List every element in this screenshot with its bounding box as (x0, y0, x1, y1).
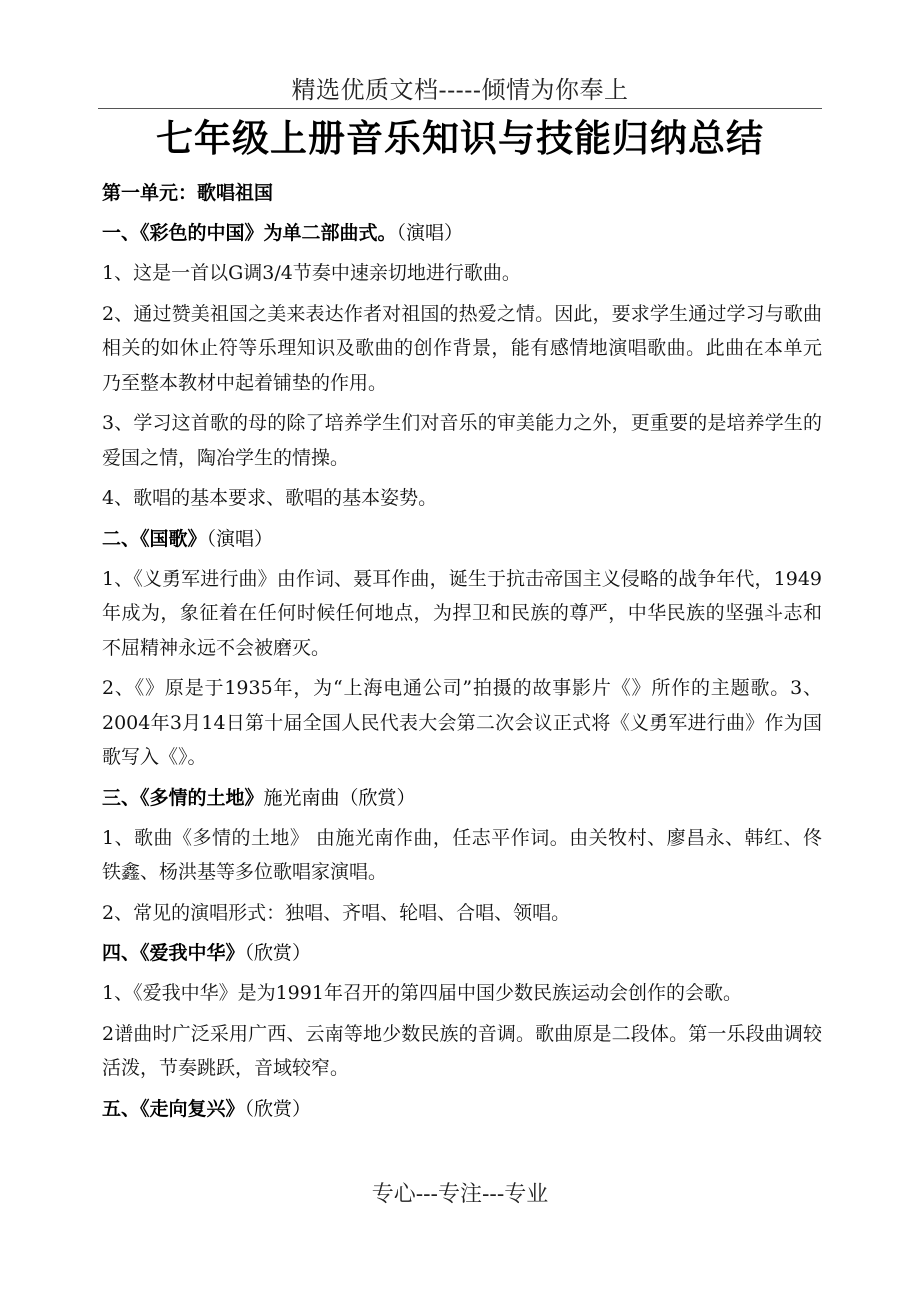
section-title: 四、《爱我中华》 (102, 942, 245, 964)
paragraph: 1、这是一首以G调3/4节奏中速亲切地进行歌曲。 (102, 262, 521, 284)
document-body (102, 176, 822, 1132)
section-title: 五、《走向复兴》 (102, 1097, 245, 1120)
paragraph: 1、歌曲《多情的土地》 由施光南作曲，任志平作词。由关牧村、廖昌永、韩红、佟铁鑫、杨洪基等多位歌唱家演唱。 (102, 826, 822, 883)
section-note: （欣赏） (244, 1097, 312, 1120)
paragraph: 2谱曲时广泛采用广西、云南等地少数民族的音调。歌曲原是二段体。第一乐段曲调较活泼，节奏跳跃，音域较窄。 (102, 1022, 822, 1079)
page-footer: 专心---专注---专业 (371, 1182, 549, 1207)
section-note: （演唱） (206, 527, 274, 550)
paragraph: 3、学习这首歌的母的除了培养学生们对音乐的审美能力之外，更重要的是培养学生的爱国之情，陶冶学生的情操。 (102, 412, 822, 469)
section-title: 二、《国歌》 (102, 527, 207, 550)
paragraph: 1、《义勇军进行曲》由作词、聂耳作曲，诞生于抗击帝国主义侵略的战争年代，1949年成为，象征着在任何时候任何地点，为捍卫和民族的尊严，中华民族的坚强斗志和不屈精神永远不会被磨灭。 (102, 567, 822, 659)
section-heading (102, 781, 822, 815)
paragraph: 2、通过赞美祖国之美来表达作者对祖国的热爱之情。因此，要求学生通过学习与歌曲相关的如休止符等乐理知识及歌曲的创作背景，能有感情地演唱歌曲。此曲在本单元乃至整本教材中起着铺垫的作用。 (102, 302, 822, 394)
paragraph: 1、《爱我中华》是为1991年召开的第四届中国少数民族运动会创作的会歌。 (102, 982, 742, 1004)
page-header: 精选优质文档-----倾情为你奉上 (291, 76, 629, 104)
paragraph: 2、《》原是于1935年，为“上海电通公司”拍摄的故事影片《》所作的主题歌。3、2004年3月14日第十届全国人民代表大会第二次会议正式将《义勇军进行曲》作为国歌写入《》。 (102, 677, 822, 768)
section-note: 施光南曲（欣赏） (263, 786, 416, 809)
section-heading (102, 936, 822, 970)
section-note: （演唱） (396, 222, 464, 244)
section-heading (102, 522, 822, 556)
paragraph: 4、歌唱的基本要求、歌唱的基本姿势。 (102, 487, 438, 509)
section-note: （欣赏） (244, 942, 312, 964)
section-title: 一、《彩色的中国》为单二部曲式。 (102, 222, 397, 244)
document-title: 七年级上册音乐知识与技能归纳总结 (156, 117, 764, 160)
paragraph: 2、常见的演唱形式：独唱、齐唱、轮唱、合唱、领唱。 (102, 901, 571, 924)
section-heading (102, 1092, 822, 1126)
unit-heading: 第一单元：歌唱祖国 (102, 182, 274, 204)
header-divider (98, 108, 822, 109)
section-title: 三、《多情的土地》 (102, 786, 264, 809)
section-heading (102, 216, 822, 250)
